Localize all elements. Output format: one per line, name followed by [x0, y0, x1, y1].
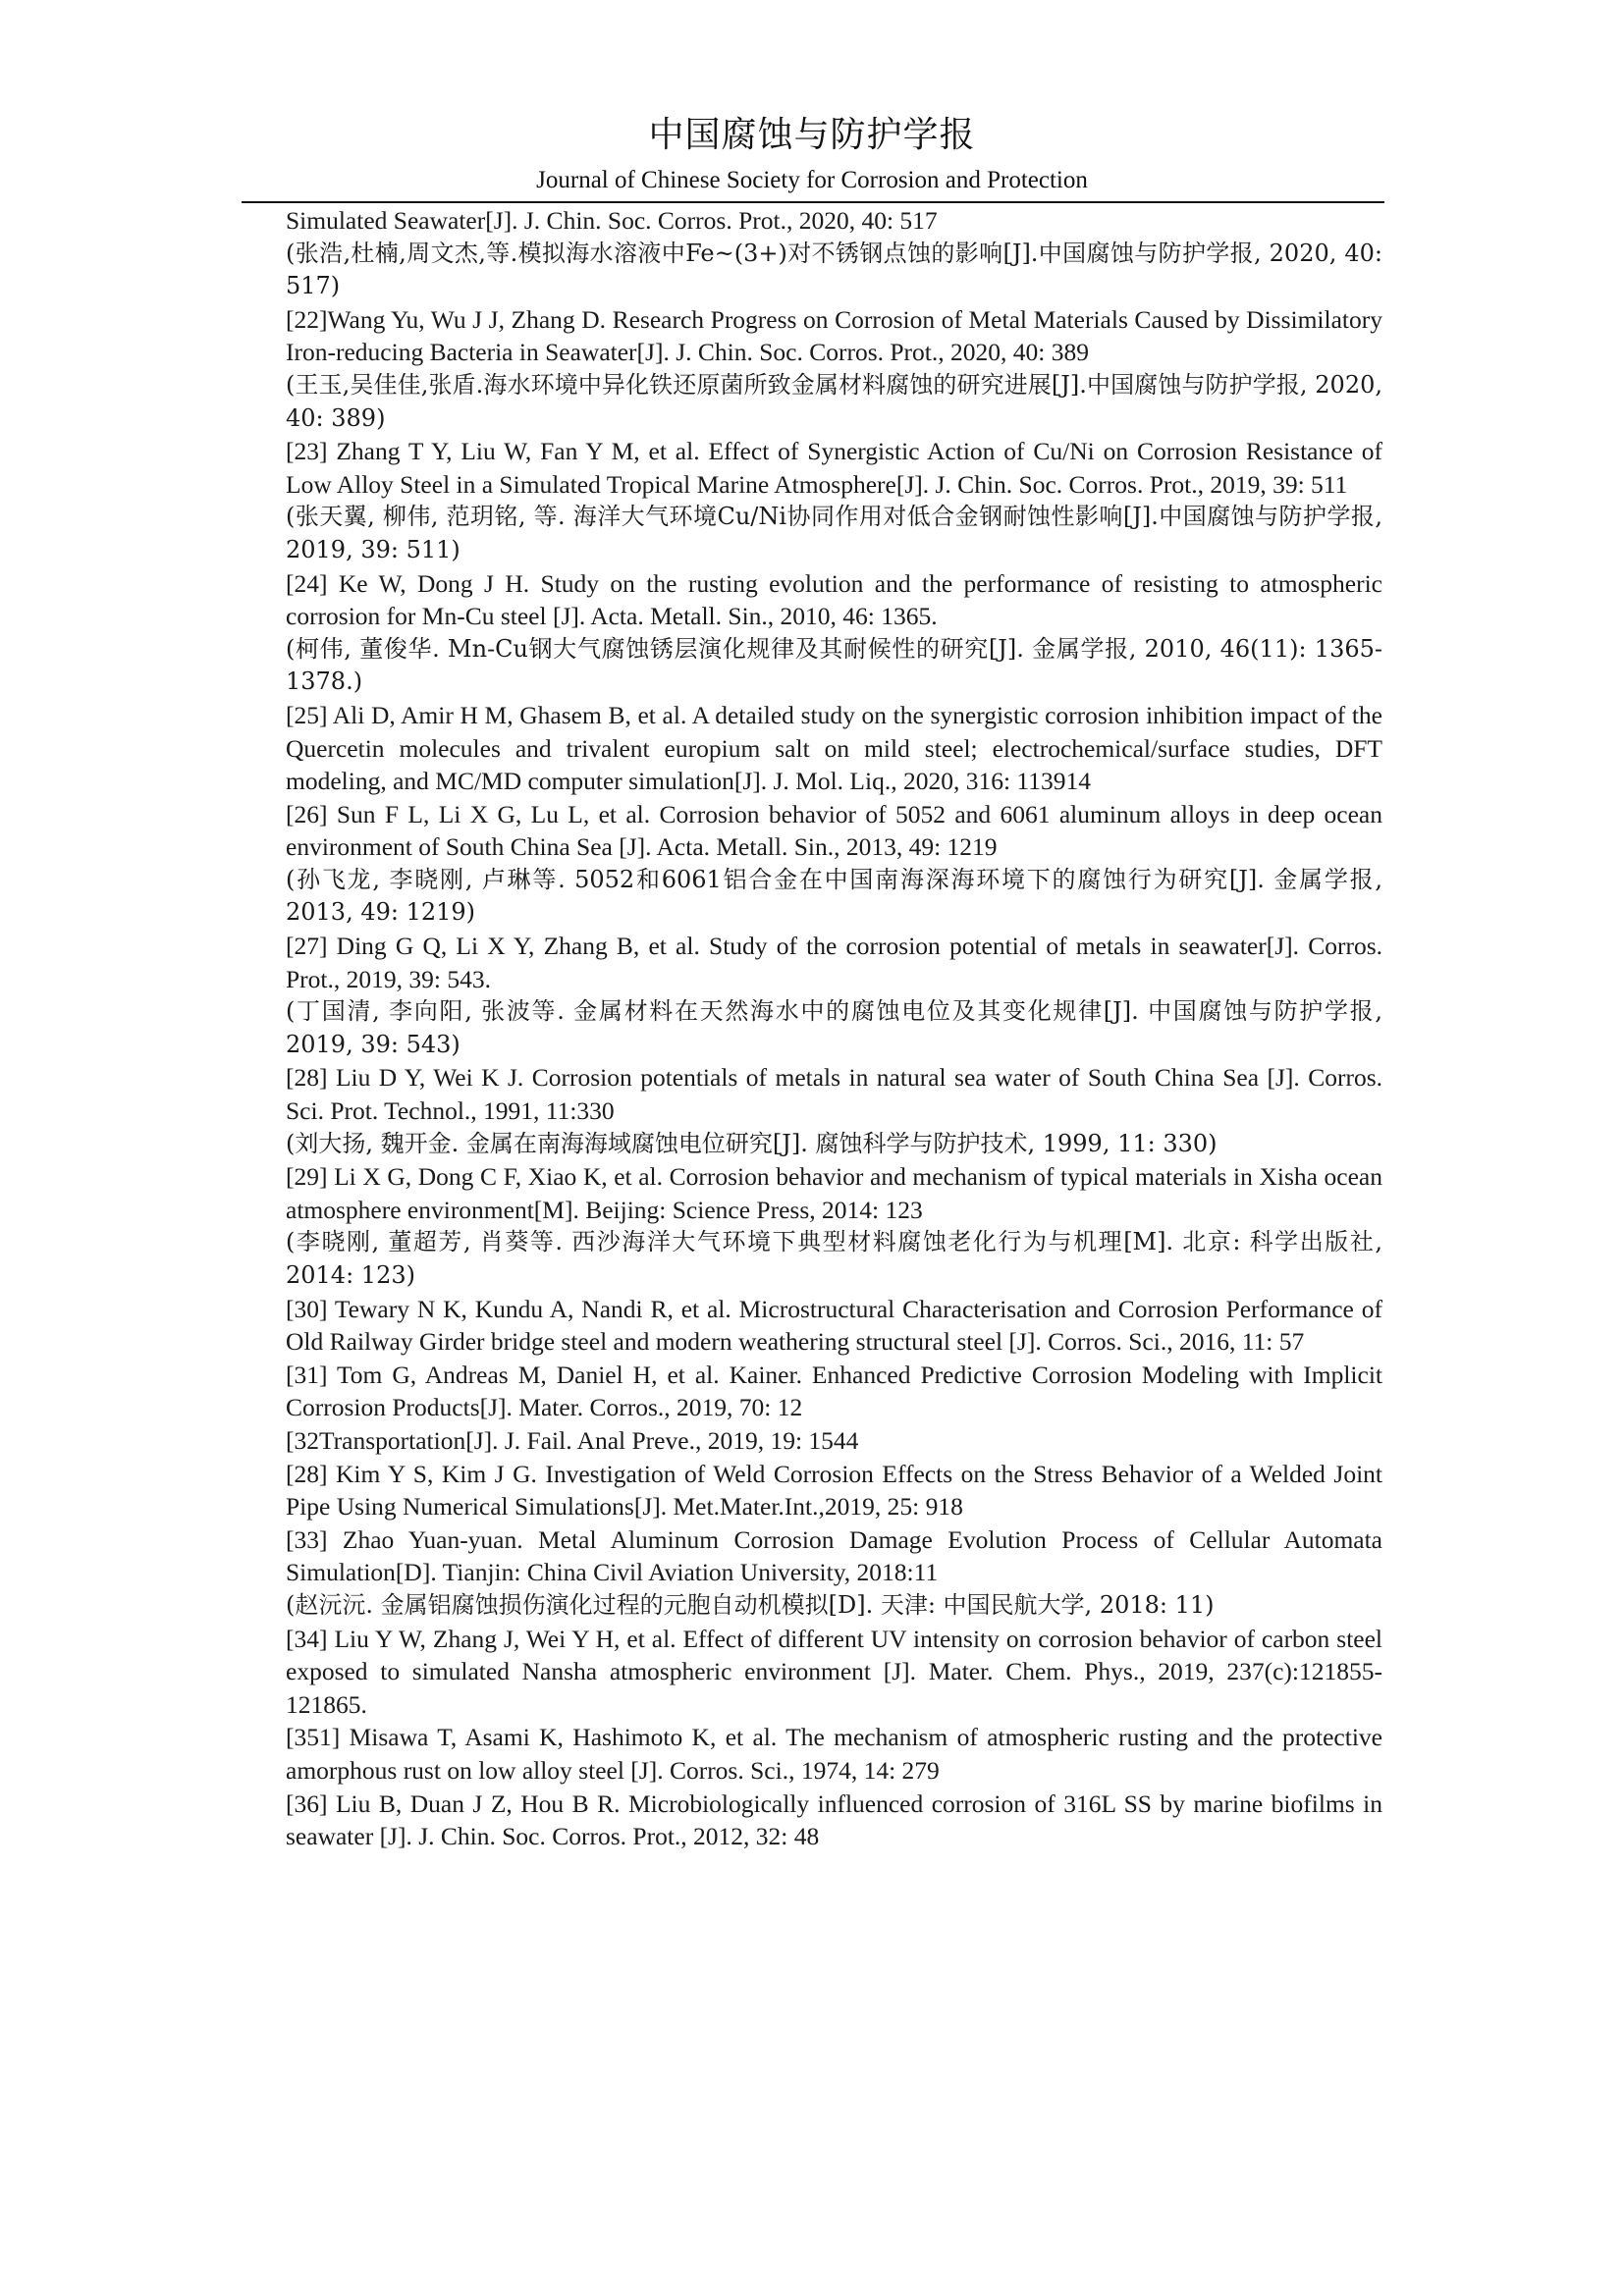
- reference-translation: (张浩,杜楠,周文杰,等.模拟海水溶液中Fe~(3+)对不锈钢点蚀的影响[J].中国腐蚀与防护学报, 2020, 40: 517): [286, 239, 1382, 300]
- reference-translation: (刘大扬, 魏开金. 金属在南海海域腐蚀电位研究[J]. 腐蚀科学与防护技术, 1999, 11: 330): [286, 1129, 1218, 1157]
- journal-title-english: Journal of Chinese Society for Corrosion and Protection: [536, 167, 1088, 193]
- reference-entry: [27] Ding G Q, Li X Y, Zhang B, et al. Study of the corrosion potential of metals in seawater[J]. Corros. Prot., 2019, 39: 543.: [286, 932, 1382, 993]
- reference-entry: [36] Liu B, Duan J Z, Hou B R. Microbiologically influenced corrosion of 316L SS by marine biofilms in seawater [J]. J. Chin. Soc. Corros. Prot., 2012, 32: 48: [286, 1789, 1382, 1851]
- reference-translation: (孙飞龙, 李晓刚, 卢琳等. 5052和6061铝合金在中国南海深海环境下的腐蚀行为研究[J]. 金属学报, 2013, 49: 1219): [286, 865, 1382, 927]
- reference-entry: [34] Liu Y W, Zhang J, Wei Y H, et al. Effect of different UV intensity on corrosion behavior of carbon steel exposed to simulated Nansha atmospheric environment [J]. Mater. Chem. Phys., 2019, 237(c):121855-121865.: [286, 1624, 1382, 1719]
- reference-entry: [25] Ali D, Amir H M, Ghasem B, et al. A detailed study on the synergistic corrosion inhibition impact of the Quercetin molecules and trivalent europium salt on mild steel; electrochemical/surface studies, DFT modeling, and MC/MD computer simulation[J]. J. Mol. Liq., 2020, 316: 113914: [286, 700, 1382, 796]
- reference-translation: (王玉,吴佳佳,张盾.海水环境中异化铁还原菌所致金属材料腐蚀的研究进展[J].中国腐蚀与防护学报, 2020, 40: 389): [286, 370, 1382, 432]
- journal-header: [0, 113, 1624, 197]
- reference-entry: [30] Tewary N K, Kundu A, Nandi R, et al. Microstructural Characterisation and Corrosion Performance of Old Railway Girder bridge steel and modern weathering structural steel [J]. Corros. Sci., 2016, 11: 57: [286, 1294, 1382, 1357]
- reference-translation: (丁国清, 李向阳, 张波等. 金属材料在天然海水中的腐蚀电位及其变化规律[J]. 中国腐蚀与防护学报, 2019, 39: 543): [286, 997, 1382, 1058]
- journal-title-chinese: 中国腐蚀与防护学报: [648, 115, 976, 155]
- reference-translation: (赵沅沅. 金属铝腐蚀损伤演化过程的元胞自动机模拟[D]. 天津: 中国民航大学, 2018: 11): [286, 1590, 1215, 1619]
- reference-translation: (李晓刚, 董超芳, 肖葵等. 西沙海洋大气环境下典型材料腐蚀老化行为与机理[M]. 北京: 科学出版社, 2014: 123): [286, 1228, 1382, 1289]
- reference-entry: [33] Zhao Yuan-yuan. Metal Aluminum Corrosion Damage Evolution Process of Cellular Automata Simulation[D]. Tianjin: China Civil Aviation University, 2018:11: [286, 1524, 1382, 1587]
- reference-entry: [23] Zhang T Y, Liu W, Fan Y M, et al. Effect of Synergistic Action of Cu/Ni on Corrosion Resistance of Low Alloy Steel in a Simulated Tropical Marine Atmosphere[J]. J. Chin. Soc. Corros. Prot., 2019, 39: 511: [286, 437, 1382, 499]
- reference-entry: [28] Liu D Y, Wei K J. Corrosion potentials of metals in natural sea water of South China Sea [J]. Corros. Sci. Prot. Technol., 1991, 11:330: [286, 1063, 1382, 1126]
- reference-entry: [24] Ke W, Dong J H. Study on the rusting evolution and the performance of resisting to atmospheric corrosion for Mn-Cu steel [J]. Acta. Metall. Sin., 2010, 46: 1365.: [286, 568, 1382, 631]
- reference-entry: [32Transportation[J]. J. Fail. Anal Preve., 2019, 19: 1544: [286, 1425, 859, 1455]
- reference-list: [286, 204, 1382, 1853]
- reference-entry: [28] Kim Y S, Kim J G. Investigation of Weld Corrosion Effects on the Stress Behavior of a Welded Joint Pipe Using Numerical Simulations[J]. Met.Mater.Int.,2019, 25: 918: [286, 1459, 1382, 1522]
- reference-entry: [29] Li X G, Dong C F, Xiao K, et al. Corrosion behavior and mechanism of typical materials in Xisha ocean atmosphere environment[M]. Beijing: Science Press, 2014: 123: [286, 1162, 1382, 1224]
- header-divider: [242, 201, 1384, 203]
- reference-entry: [351] Misawa T, Asami K, Hashimoto K, et al. The mechanism of atmospheric rusting and the protective amorphous rust on low alloy steel [J]. Corros. Sci., 1974, 14: 279: [286, 1723, 1382, 1785]
- reference-translation: (柯伟, 董俊华. Mn-Cu钢大气腐蚀锈层演化规律及其耐候性的研究[J]. 金属学报, 2010, 46(11): 1365-1378.): [286, 634, 1382, 696]
- reference-entry: [22]Wang Yu, Wu J J, Zhang D. Research Progress on Corrosion of Metal Materials Caused by Dissimilatory Iron-reducing Bacteria in Seawater[J]. J. Chin. Soc. Corros. Prot., 2020, 40: 389: [286, 304, 1382, 367]
- reference-translation: (张天翼, 柳伟, 范玥铭, 等. 海洋大气环境Cu/Ni协同作用对低合金钢耐蚀性影响[J].中国腐蚀与防护学报, 2019, 39: 511): [286, 503, 1382, 563]
- reference-entry: [26] Sun F L, Li X G, Lu L, et al. Corrosion behavior of 5052 and 6061 aluminum alloys in deep ocean environment of South China Sea [J]. Acta. Metall. Sin., 2013, 49: 1219: [286, 799, 1382, 862]
- reference-entry: Simulated Seawater[J]. J. Chin. Soc. Corros. Prot., 2020, 40: 517: [286, 206, 938, 235]
- reference-entry: [31] Tom G, Andreas M, Daniel H, et al. Kainer. Enhanced Predictive Corrosion Modeling with Implicit Corrosion Products[J]. Mater. Corros., 2019, 70: 12: [286, 1360, 1382, 1422]
